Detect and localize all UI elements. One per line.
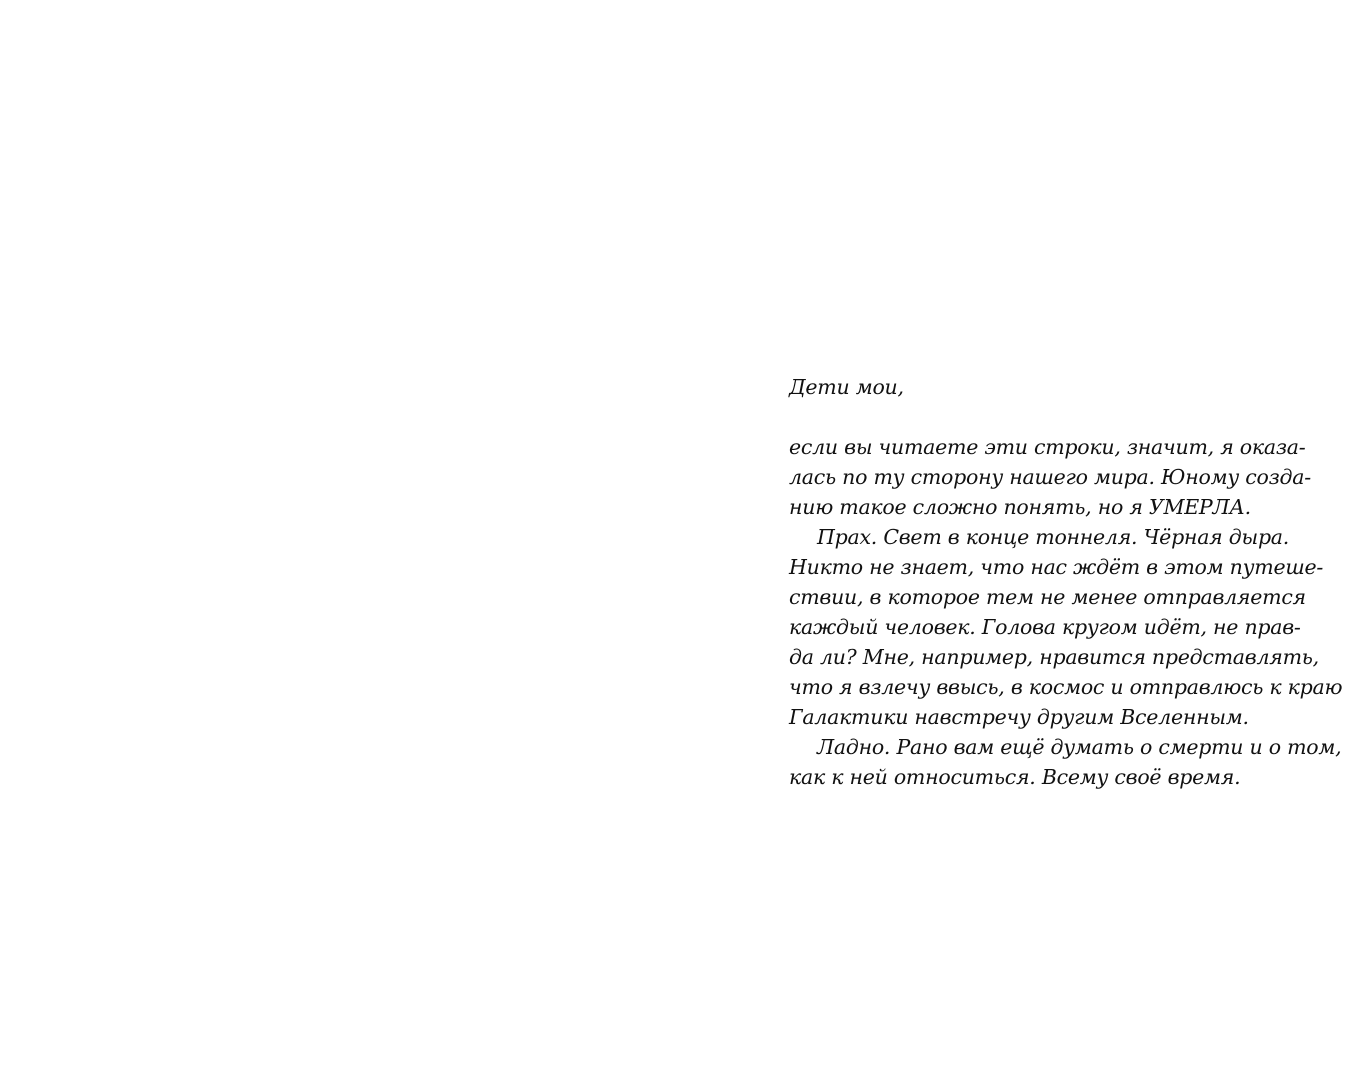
letter-line: Никто не знает, что нас ждёт в этом путеше- [789,555,1324,579]
letter-text [789,372,1343,792]
letter-line: как к ней относиться. Всему своё время. [789,765,1241,789]
right-page [684,0,1368,1080]
letter-line: Ладно. Рано вам ещё думать о смерти и о том, [817,735,1342,759]
letter-line: нию такое сложно понять, но я УМЕРЛА. [789,495,1251,519]
letter-line: лась по ту сторону нашего мира. Юному созда- [789,465,1311,489]
letter-line: Галактики навстречу другим Вселенным. [789,705,1249,729]
letter-line: что я взлечу ввысь, в космос и отправлюсь к краю [789,675,1343,699]
letter-line: каждый человек. Голова кругом идёт, не прав- [789,615,1301,639]
paragraph-gap [789,402,1259,432]
letter-greeting: Дети мои, [789,375,904,399]
letter-line: если вы читаете эти строки, значит, я оказа- [789,435,1306,459]
letter-line: да ли? Мне, например, нравится представлять, [789,645,1319,669]
letter-line: ствии, в которое тем не менее отправляется [789,585,1306,609]
letter-line: Прах. Свет в конце тоннеля. Чёрная дыра. [817,525,1290,549]
